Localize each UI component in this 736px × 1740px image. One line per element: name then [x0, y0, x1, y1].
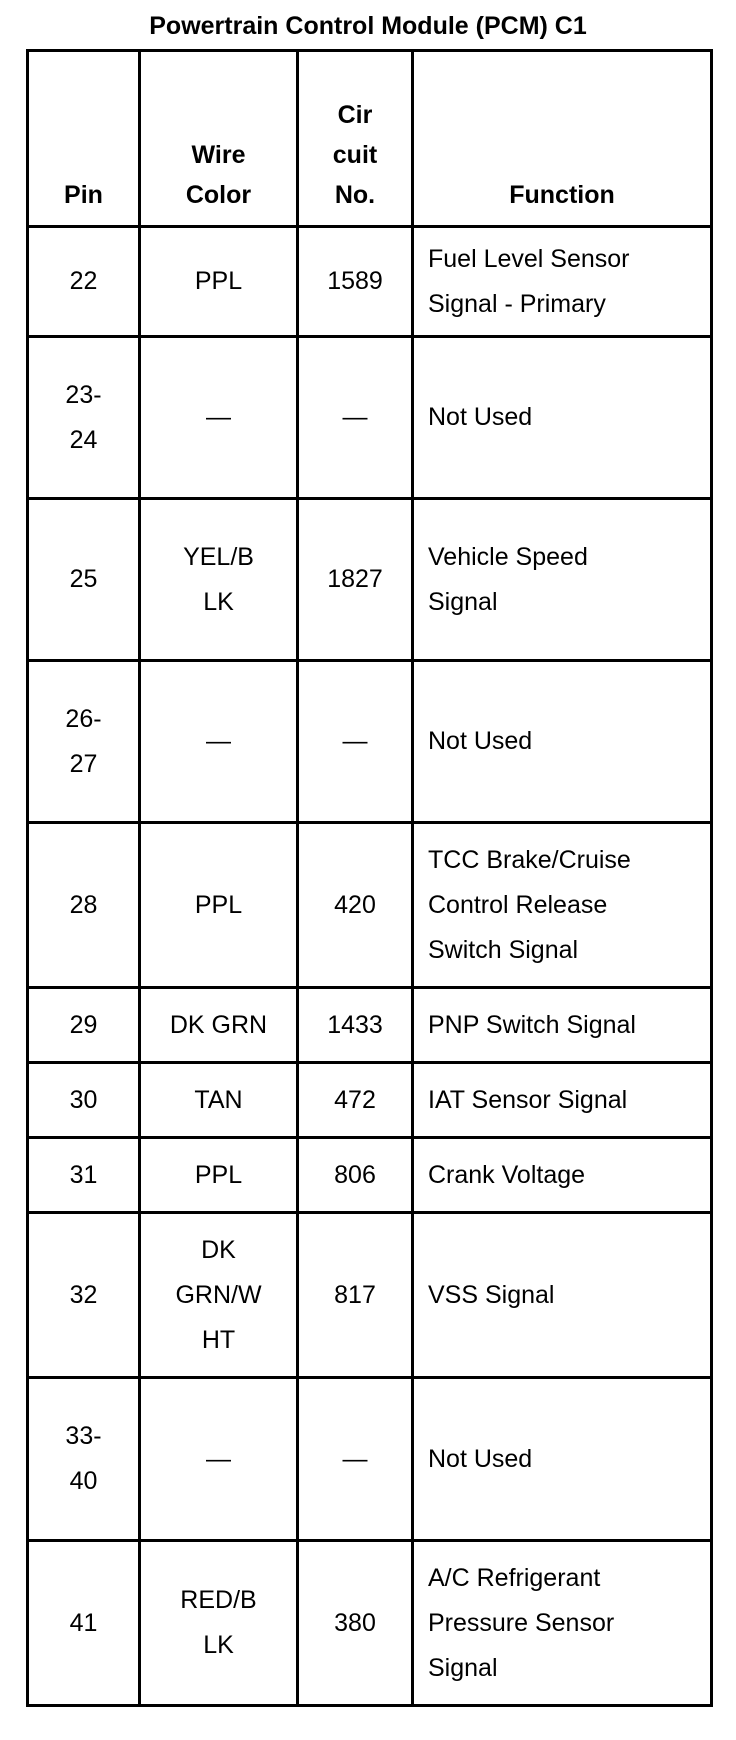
table-row: [28, 499, 712, 661]
cell-wire-color: [140, 661, 298, 823]
function-value: VSS Signal: [428, 1280, 555, 1309]
cell-function: [413, 1138, 712, 1213]
header-wire-color-label: Wire Color: [185, 141, 252, 209]
function-value: Not Used: [428, 403, 533, 431]
cell-function: [413, 1213, 712, 1378]
cell-wire-color: [140, 1063, 298, 1138]
header-row: [28, 51, 712, 227]
cell-pin: [28, 823, 140, 988]
header-pin: [28, 51, 140, 227]
pin-table: [26, 49, 713, 1707]
cell-pin: [28, 988, 140, 1063]
cell-pin: [28, 227, 140, 337]
cell-pin: [28, 337, 140, 499]
circuit-value: 380: [334, 1608, 376, 1637]
cell-wire-color: [140, 1138, 298, 1213]
cell-pin: [28, 499, 140, 661]
table-row: [28, 988, 712, 1063]
cell-function: [413, 337, 712, 499]
function-value: TCC Brake/Cruise Control Release Switch Signal: [428, 845, 631, 964]
cell-function: [413, 1063, 712, 1138]
circuit-value: 1589: [327, 267, 383, 295]
page-title: Powertrain Control Module (PCM) C1: [149, 12, 587, 40]
circuit-value: 420: [334, 890, 376, 919]
pin-value: 41: [69, 1608, 98, 1637]
pin-value: 31: [69, 1160, 98, 1189]
wire-color-value: —: [206, 727, 231, 755]
function-value: Not Used: [428, 727, 533, 755]
cell-wire-color: [140, 988, 298, 1063]
cell-pin: [28, 1063, 140, 1138]
cell-wire-color: [140, 823, 298, 988]
table-row: [28, 1213, 712, 1378]
cell-function: [413, 1541, 712, 1706]
circuit-value: 472: [334, 1085, 376, 1114]
wire-color-value: PPL: [194, 890, 243, 919]
cell-function: [413, 823, 712, 988]
cell-circuit: [298, 227, 413, 337]
pin-value: 28: [69, 890, 98, 919]
function-value: Vehicle Speed Signal: [428, 542, 588, 616]
cell-wire-color: [140, 1541, 298, 1706]
cell-circuit: [298, 1138, 413, 1213]
table-row: [28, 227, 712, 337]
table-body: [28, 227, 712, 1706]
cell-wire-color: [140, 1378, 298, 1541]
cell-circuit: [298, 337, 413, 499]
pin-value: 29: [69, 1010, 98, 1039]
pin-value: 33- 40: [65, 1422, 102, 1495]
circuit-value: —: [342, 1444, 368, 1473]
header-pin-label: Pin: [64, 181, 103, 209]
table-row: [28, 661, 712, 823]
table-row: [28, 1378, 712, 1541]
cell-wire-color: [140, 227, 298, 337]
cell-function: [413, 499, 712, 661]
pin-value: 22: [69, 267, 98, 295]
cell-pin: [28, 1213, 140, 1378]
wire-color-value: PPL: [194, 1160, 243, 1189]
pin-value: 25: [69, 565, 98, 593]
wire-color-value: DK GRN: [169, 1010, 268, 1039]
cell-circuit: [298, 988, 413, 1063]
cell-function: [413, 227, 712, 337]
header-wire-color: [140, 51, 298, 227]
wire-color-value: —: [206, 1444, 231, 1473]
cell-pin: [28, 1378, 140, 1541]
cell-function: [413, 988, 712, 1063]
function-value: IAT Sensor Signal: [428, 1085, 628, 1114]
wire-color-value: RED/B LK: [180, 1586, 257, 1659]
cell-pin: [28, 1138, 140, 1213]
cell-circuit: [298, 1213, 413, 1378]
cell-circuit: [298, 499, 413, 661]
circuit-value: —: [342, 403, 368, 431]
table-row: [28, 1541, 712, 1706]
wire-color-value: —: [206, 403, 231, 431]
table-row: [28, 823, 712, 988]
pin-value: 26- 27: [65, 704, 102, 778]
cell-wire-color: [140, 1213, 298, 1378]
cell-function: [413, 1378, 712, 1541]
header-function: [413, 51, 712, 227]
circuit-value: 806: [334, 1160, 376, 1189]
table-row: [28, 1138, 712, 1213]
cell-wire-color: [140, 337, 298, 499]
table-row: [28, 337, 712, 499]
wire-color-value: YEL/B LK: [183, 542, 254, 616]
function-value: Fuel Level Sensor Signal - Primary: [428, 244, 630, 318]
cell-circuit: [298, 661, 413, 823]
wire-color-value: TAN: [194, 1085, 243, 1114]
header-function-label: Function: [509, 181, 615, 209]
circuit-value: 1433: [327, 1010, 383, 1039]
function-value: Not Used: [428, 1444, 533, 1473]
pin-value: 30: [69, 1085, 98, 1114]
pin-value: 32: [69, 1280, 98, 1309]
cell-pin: [28, 661, 140, 823]
circuit-value: 1827: [327, 565, 383, 593]
wire-color-value: DK GRN/W HT: [175, 1235, 262, 1354]
function-value: Crank Voltage: [428, 1160, 586, 1189]
table-row: [28, 1063, 712, 1138]
function-value: PNP Switch Signal: [428, 1010, 636, 1039]
table-header: [28, 51, 712, 227]
cell-function: [413, 661, 712, 823]
cell-circuit: [298, 1063, 413, 1138]
cell-circuit: [298, 1378, 413, 1541]
pin-value: 23- 24: [65, 380, 102, 454]
function-value: A/C Refrigerant Pressure Sensor Signal: [428, 1563, 615, 1682]
header-circuit: [298, 51, 413, 227]
cell-circuit: [298, 1541, 413, 1706]
circuit-value: —: [342, 727, 368, 755]
cell-pin: [28, 1541, 140, 1706]
cell-wire-color: [140, 499, 298, 661]
header-circuit-label: Cir cuit No.: [332, 101, 378, 209]
circuit-value: 817: [334, 1280, 376, 1309]
wire-color-value: PPL: [194, 267, 243, 295]
cell-circuit: [298, 823, 413, 988]
